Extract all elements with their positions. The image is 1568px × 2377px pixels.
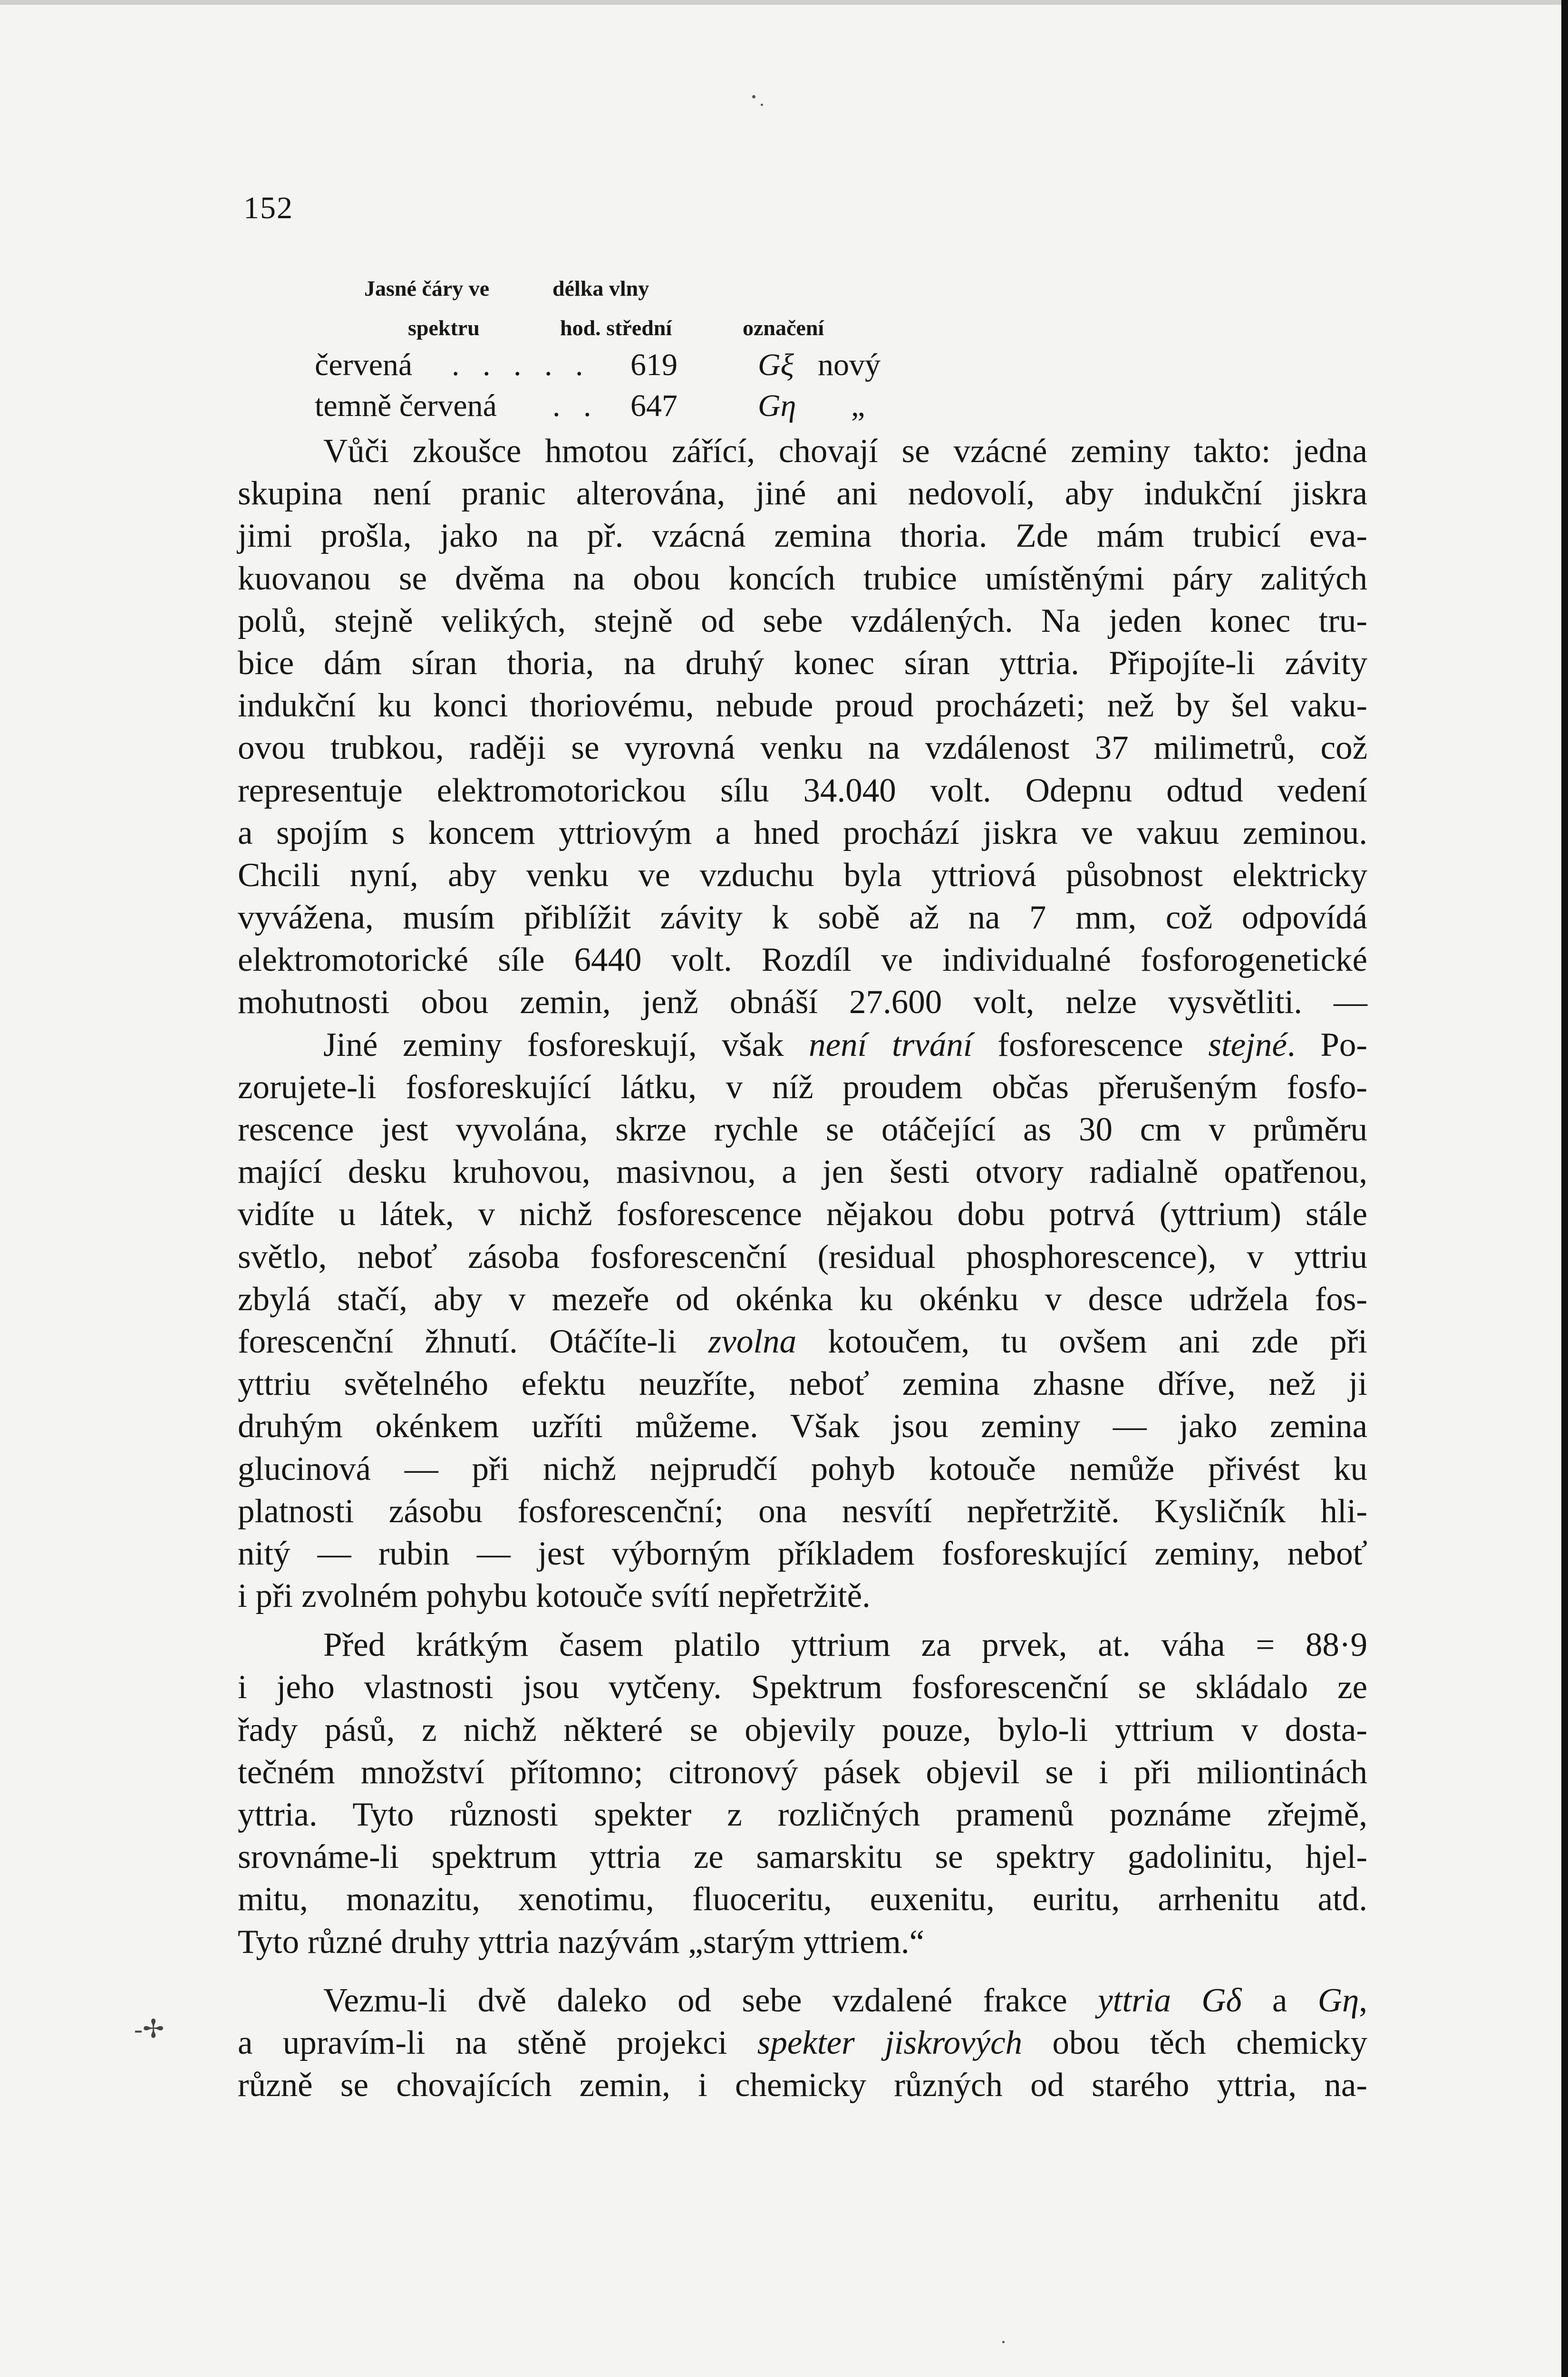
row-dots: . . . . . (452, 348, 591, 382)
text-run: , (1359, 1981, 1367, 2019)
emphasis: spekter jiskrových (757, 2024, 1023, 2061)
paragraph (238, 430, 1367, 1024)
text-run: a upravím-li na stěně projekci (238, 2024, 757, 2061)
text-line: yttriu světelného efektu neuzříte, neboť zemina zhasne dříve, než ji (238, 1365, 1367, 1403)
table-header-wavelength: délka vlny (552, 276, 649, 300)
emphasis: Gη (1317, 1981, 1359, 2019)
text-line: Chcili nyní, aby venku ve vzduchu byla yttriová působnost elektricky (238, 856, 1367, 894)
body-text (238, 430, 1367, 2106)
text-line (238, 1024, 1367, 1066)
paragraph-gap (238, 1963, 1367, 1980)
text-line: a spojím s koncem yttriovým a hned prochází jiskra ve vakuu zeminou. (238, 814, 1367, 851)
text-line: bice dám síran thoria, na druhý konec síran yttria. Připojíte-li závity (238, 644, 1367, 682)
row-wavelength: 647 (630, 388, 678, 423)
text-line: mohutnosti obou zemin, jenž obnáší 27.600 volt, nelze vysvětliti. — (238, 984, 1367, 1021)
paragraph-gap (238, 1617, 1367, 1624)
text-line: skupina není pranic alterována, jiné ani nedovolí, aby indukční jiskra (238, 475, 1367, 512)
text-line: kuovanou se dvěma na obou koncích trubice umístěnými páry zalitých (238, 560, 1367, 597)
text-line (238, 1980, 1367, 2022)
text-run: forescenční žhnutí. Otáčíte-li (238, 1323, 708, 1360)
text-line: yttria. Tyto různosti spekter z rozličných pramenů poznáme zřejmě, (238, 1796, 1367, 1833)
scan-top-edge (0, 0, 1568, 5)
row-symbol: Gη (758, 388, 796, 423)
text-run: fosforescence (972, 1026, 1209, 1063)
text-run: a (1241, 1981, 1318, 2019)
text-line: i jeho vlastnosti jsou vytčeny. Spektrum fosforescenční se skládalo ze (238, 1669, 1367, 1706)
text-line (238, 2022, 1367, 2064)
emphasis: není trvání (809, 1026, 973, 1063)
text-line: polů, stejně velikých, stejně od sebe vzdálených. Na jeden konec tru- (238, 602, 1367, 639)
emphasis: stejné (1208, 1026, 1287, 1063)
text-line: platnosti zásobu fosforescenční; ona nesvítí nepřetržitě. Kysličník hli- (238, 1492, 1367, 1530)
row-note: „ (851, 388, 865, 423)
text-line: zorujete-li fosforeskující látku, v níž proudem občas přerušeným fosfo- (238, 1068, 1367, 1106)
row-dots: . . (552, 388, 599, 423)
text-run: obou těch chemicky (1022, 2024, 1367, 2061)
paragraph (238, 1624, 1367, 1963)
text-line: mající desku kruhovou, masivnou, a jen šesti otvory radialně opatřenou, (238, 1153, 1367, 1191)
text-run: Vezmu-li dvě daleko od sebe vzdalené frakce (323, 1981, 1098, 2019)
table-header-spectrum: spektru (408, 316, 480, 340)
print-speck (752, 95, 755, 98)
text-line: vyvážena, musím přiblížit závity k sobě až na 7 mm, což odpovídá (238, 899, 1367, 937)
row-color-name: červená (315, 348, 413, 382)
text-line: Před krátkým časem platilo yttrium za prvek, at. váha = 88·9 (323, 1626, 1367, 1664)
text-line: i při zvolném pohybu kotouče svítí nepřetržitě. (238, 1577, 871, 1615)
text-line: rescence jest vyvolána, skrze rychle se otáčející as 30 cm v průměru (238, 1111, 1367, 1148)
text-run: . Po- (1287, 1026, 1367, 1063)
text-line: různě se chovajících zemin, i chemicky různých od starého yttria, na- (238, 2067, 1367, 2104)
row-wavelength: 619 (630, 348, 678, 382)
text-line: vidíte u látek, v nichž fosforescence nějakou dobu potrvá (yttrium) stále (238, 1196, 1367, 1233)
margin-mark: -✢ (134, 2015, 165, 2043)
text-line: mitu, monazitu, xenotimu, fluoceritu, euxenitu, euritu, arrhenitu atd. (238, 1881, 1367, 1918)
text-line: glucinová — při nichž nejprudčí pohyb kotouče nemůže přivést ku (238, 1450, 1367, 1488)
text-line: světlo, neboť zásoba fosforescenční (residual phosphorescence), v yttriu (238, 1238, 1367, 1275)
text-line: druhým okénkem uzříti můžeme. Však jsou zeminy — jako zemina (238, 1408, 1367, 1445)
page-number: 152 (243, 191, 293, 225)
table-header-designation: označení (743, 316, 824, 340)
text-line: Tyto různé druhy yttria nazývám „starým yttriem.“ (238, 1923, 925, 1961)
emphasis: zvolna (708, 1323, 797, 1360)
text-line: zbylá stačí, aby v mezeře od okénka ku okénku v desce udržela fos- (238, 1280, 1367, 1318)
text-line: Vůči zkoušce hmotou zářící, chovají se vzácné zeminy takto: jedna (323, 433, 1367, 470)
paragraph (238, 1024, 1367, 1618)
row-note: nový (818, 348, 881, 382)
table-row (0, 388, 1568, 426)
table-header-lines-in-spectrum: Jasné čáry ve (364, 276, 490, 300)
text-line: elektromotorické síle 6440 volt. Rozdíl ve individualné fosforogenetické (238, 941, 1367, 979)
text-run: kotoučem, tu ovšem ani zde při (796, 1323, 1367, 1360)
text-line: srovnáme-li spektrum yttria ze samarskitu se spektry gadolinitu, hjel- (238, 1838, 1367, 1876)
row-symbol: Gξ (758, 348, 794, 382)
paragraph (238, 1980, 1367, 2107)
text-line: řady pásů, z nichž některé se objevily pouze, bylo-li yttrium v dosta- (238, 1711, 1367, 1749)
text-line (238, 1321, 1367, 1363)
text-line: jimi prošla, jako na př. vzácná zemina thoria. Zde mám trubicí eva- (238, 517, 1367, 555)
text-line: nitý — rubin — jest výborným příkladem fosforeskující zeminy, neboť (238, 1535, 1367, 1572)
text-run: Jiné zeminy fosforeskují, však (323, 1026, 809, 1063)
text-line: indukční ku konci thoriovému, nebude proud procházeti; než by šel vaku- (238, 687, 1367, 725)
text-line: tečném množství přítomno; citronový pásek objevil se i při miliontinách (238, 1753, 1367, 1791)
print-speck (1002, 2341, 1005, 2343)
table-row (0, 347, 1568, 385)
emphasis: yttria Gδ (1098, 1981, 1242, 2019)
text-line: ovou trubkou, raději se vyrovná venku na vzdálenost 37 milimetrů, což (238, 729, 1367, 767)
row-color-name: temně červená (315, 388, 497, 423)
table-header-mean-value: hod. střední (560, 316, 672, 340)
text-line: representuje elektromotorickou sílu 34.040 volt. Odepnu odtud vedení (238, 772, 1367, 809)
print-speck (761, 104, 763, 106)
